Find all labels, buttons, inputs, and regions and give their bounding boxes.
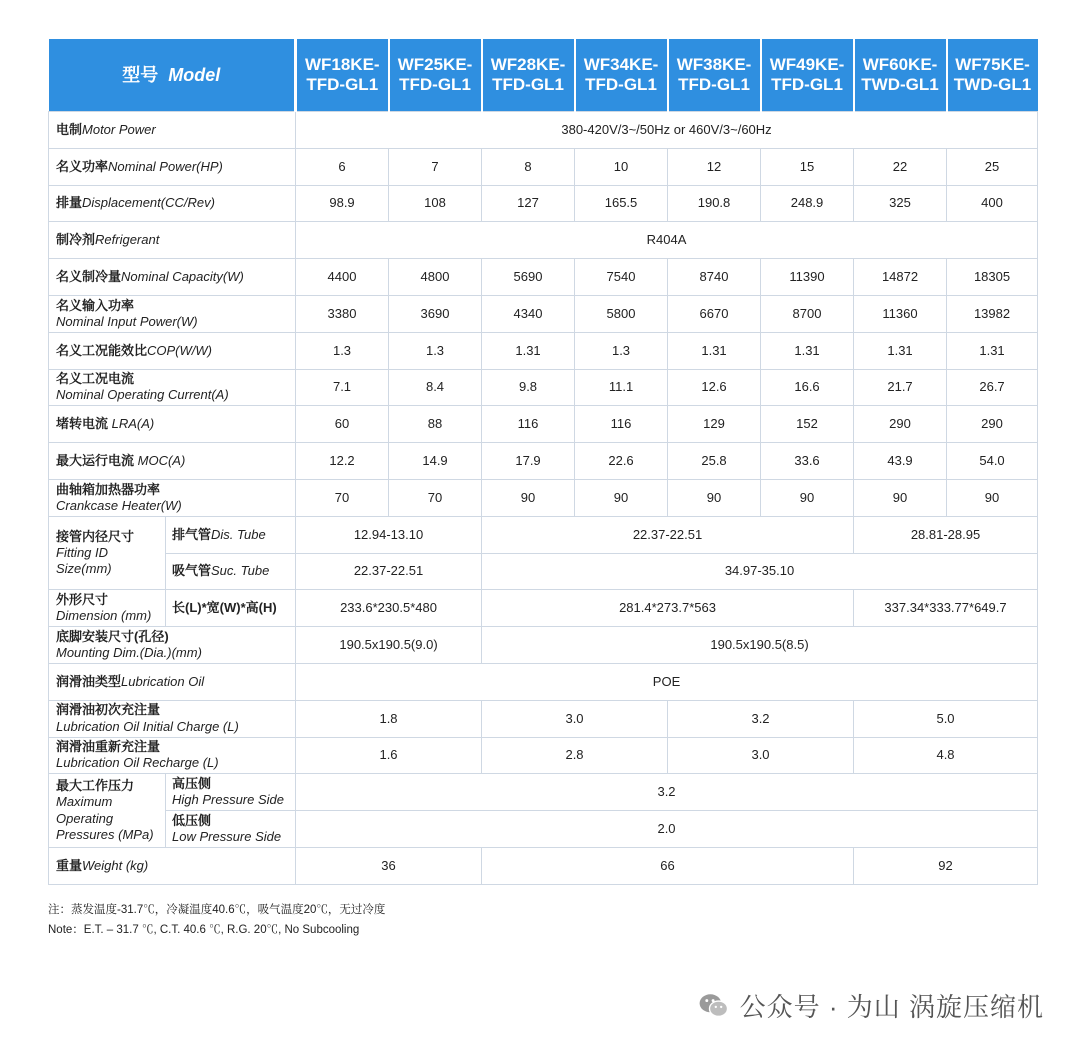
cell-value: 127	[482, 185, 575, 222]
cell-value: 25.8	[668, 443, 761, 480]
cell-value: 108	[389, 185, 482, 222]
label-dimension-sub: 长(L)*宽(W)*高(H)	[166, 590, 296, 627]
cell-value: 3.2	[668, 700, 854, 737]
cell-value: 290	[854, 406, 947, 443]
cell-value: 18305	[947, 259, 1038, 296]
cell-value: 5690	[482, 259, 575, 296]
row-weight	[49, 847, 1038, 884]
cell-value: 90	[482, 479, 575, 516]
cell-value: 25	[947, 148, 1038, 185]
label-moc: 最大运行电流 MOC(A)	[49, 443, 296, 480]
cell-value: 8700	[761, 295, 854, 332]
row-fitting-suc	[49, 553, 1038, 590]
cell-value: 1.3	[575, 332, 668, 369]
cell-value: 190.5x190.5(8.5)	[482, 627, 1038, 664]
model-col-2: WF25KE- TFD-GL1	[389, 39, 482, 112]
cell-value: R404A	[296, 222, 1038, 259]
label-cop: 名义工况能效比COP(W/W)	[49, 332, 296, 369]
note-en: Note：E.T. – 31.7 ℃, C.T. 40.6 ℃, R.G. 20℃, No Subcooling	[48, 924, 360, 936]
model-col-5: WF38KE- TFD-GL1	[668, 39, 761, 112]
cell-value: 1.31	[668, 332, 761, 369]
label-nominal-capacity: 名义制冷量Nominal Capacity(W)	[49, 259, 296, 296]
cell-value: 26.7	[947, 369, 1038, 406]
cell-value: 70	[296, 479, 389, 516]
row-motor-power	[49, 112, 1038, 149]
cell-value: 1.3	[296, 332, 389, 369]
row-pressure-high	[49, 774, 1038, 811]
cell-value: 88	[389, 406, 482, 443]
model-col-8: WF75KE- TWD-GL1	[947, 39, 1038, 112]
cell-value: 233.6*230.5*480	[296, 590, 482, 627]
cell-value: 7.1	[296, 369, 389, 406]
cell-value: 28.81-28.95	[854, 516, 1038, 553]
row-displacement	[49, 185, 1038, 222]
cell-value: 3.0	[482, 700, 668, 737]
cell-value: 90	[575, 479, 668, 516]
model-col-4: WF34KE- TFD-GL1	[575, 39, 668, 112]
row-lra	[49, 406, 1038, 443]
cell-value: 190.8	[668, 185, 761, 222]
cell-value: 12.2	[296, 443, 389, 480]
model-col-3: WF28KE- TFD-GL1	[482, 39, 575, 112]
wechat-icon	[696, 988, 732, 1024]
label-crankcase: 曲轴箱加热器功率 Crankcase Heater(W)	[49, 479, 296, 516]
cell-value: 7540	[575, 259, 668, 296]
cell-value: 16.6	[761, 369, 854, 406]
cell-value: 8.4	[389, 369, 482, 406]
label-current: 名义工况电流 Nominal Operating Current(A)	[49, 369, 296, 406]
cell-value: 70	[389, 479, 482, 516]
cell-value: 1.3	[389, 332, 482, 369]
label-weight: 重量Weight (kg)	[49, 847, 296, 884]
label-suc-tube: 吸气管Suc. Tube	[166, 553, 296, 590]
cell-value: 4.8	[854, 737, 1038, 774]
cell-value: 3380	[296, 295, 389, 332]
cell-value: 116	[575, 406, 668, 443]
model-col-7: WF60KE- TWD-GL1	[854, 39, 947, 112]
spec-table	[48, 39, 1038, 885]
label-pressure: 最大工作压力 Maximum Operating Pressures (MPa)	[49, 774, 166, 848]
cell-value: 33.6	[761, 443, 854, 480]
cell-value: 165.5	[575, 185, 668, 222]
cell-value: 248.9	[761, 185, 854, 222]
cell-value: 90	[761, 479, 854, 516]
row-current	[49, 369, 1038, 406]
cell-value: 12	[668, 148, 761, 185]
cell-value: 9.8	[482, 369, 575, 406]
cell-value: 1.31	[947, 332, 1038, 369]
cell-value: 54.0	[947, 443, 1038, 480]
cell-value: 3.2	[296, 774, 1038, 811]
label-oil-type: 润滑油类型Lubrication Oil	[49, 663, 296, 700]
cell-value: 5.0	[854, 700, 1038, 737]
cell-value: 98.9	[296, 185, 389, 222]
cell-value: 90	[947, 479, 1038, 516]
label-nominal-power: 名义功率Nominal Power(HP)	[49, 148, 296, 185]
row-fitting-dis	[49, 516, 1038, 553]
model-col-6: WF49KE- TFD-GL1	[761, 39, 854, 112]
cell-value: 11.1	[575, 369, 668, 406]
cell-value: 22.6	[575, 443, 668, 480]
cell-value: 7	[389, 148, 482, 185]
watermark	[696, 987, 1044, 1024]
cell-value: 337.34*333.77*649.7	[854, 590, 1038, 627]
model-col-1: WF18KE- TFD-GL1	[296, 39, 389, 112]
cell-value: 14.9	[389, 443, 482, 480]
cell-value: 1.31	[854, 332, 947, 369]
cell-value: 21.7	[854, 369, 947, 406]
cell-value: 13982	[947, 295, 1038, 332]
cell-value: 152	[761, 406, 854, 443]
label-oil-initial: 润滑油初次充注量 Lubrication Oil Initial Charge (L)	[49, 700, 296, 737]
row-pressure-low	[49, 811, 1038, 848]
cell-value: 22.37-22.51	[482, 516, 854, 553]
label-motor-power: 电制Motor Power	[49, 112, 296, 149]
cell-value: 129	[668, 406, 761, 443]
cell-value: 400	[947, 185, 1038, 222]
cell-value: 43.9	[854, 443, 947, 480]
row-refrigerant	[49, 222, 1038, 259]
label-oil-recharge: 润滑油重新充注量 Lubrication Oil Recharge (L)	[49, 737, 296, 774]
row-cop	[49, 332, 1038, 369]
row-nominal-input	[49, 295, 1038, 332]
cell-value: 5800	[575, 295, 668, 332]
cell-value: 325	[854, 185, 947, 222]
cell-value: 190.5x190.5(9.0)	[296, 627, 482, 664]
cell-value: 2.0	[296, 811, 1038, 848]
cell-value: 90	[854, 479, 947, 516]
cell-value: 12.6	[668, 369, 761, 406]
label-dis-tube: 排气管Dis. Tube	[166, 516, 296, 553]
cell-value: 1.31	[482, 332, 575, 369]
cell-value: 2.8	[482, 737, 668, 774]
cell-value: 60	[296, 406, 389, 443]
cell-value: 11360	[854, 295, 947, 332]
label-nominal-input: 名义输入功率 Nominal Input Power(W)	[49, 295, 296, 332]
row-oil-initial	[49, 700, 1038, 737]
label-fitting: 接管内径尺寸 Fitting ID Size(mm)	[49, 516, 166, 590]
cell-value: 380-420V/3~/50Hz or 460V/3~/60Hz	[296, 112, 1038, 149]
cell-value: POE	[296, 663, 1038, 700]
cell-value: 36	[296, 847, 482, 884]
row-moc	[49, 443, 1038, 480]
cell-value: 4800	[389, 259, 482, 296]
cell-value: 15	[761, 148, 854, 185]
header-row	[49, 39, 1038, 112]
cell-value: 6	[296, 148, 389, 185]
cell-value: 1.6	[296, 737, 482, 774]
row-mounting	[49, 627, 1038, 664]
label-refrigerant: 制冷剂Refrigerant	[49, 222, 296, 259]
cell-value: 281.4*273.7*563	[482, 590, 854, 627]
cell-value: 3690	[389, 295, 482, 332]
cell-value: 4340	[482, 295, 575, 332]
cell-value: 6670	[668, 295, 761, 332]
cell-value: 116	[482, 406, 575, 443]
label-dimension: 外形尺寸 Dimension (mm)	[49, 590, 166, 627]
cell-value: 11390	[761, 259, 854, 296]
cell-value: 14872	[854, 259, 947, 296]
cell-value: 3.0	[668, 737, 854, 774]
cell-value: 92	[854, 847, 1038, 884]
model-header: 型号 Model	[49, 39, 296, 112]
cell-value: 10	[575, 148, 668, 185]
row-oil-recharge	[49, 737, 1038, 774]
label-displacement: 排量Displacement(CC/Rev)	[49, 185, 296, 222]
cell-value: 8	[482, 148, 575, 185]
cell-value: 22.37-22.51	[296, 553, 482, 590]
row-crankcase	[49, 479, 1038, 516]
cell-value: 90	[668, 479, 761, 516]
cell-value: 22	[854, 148, 947, 185]
cell-value: 1.31	[761, 332, 854, 369]
cell-value: 290	[947, 406, 1038, 443]
cell-value: 12.94-13.10	[296, 516, 482, 553]
label-lra: 堵转电流 LRA(A)	[49, 406, 296, 443]
cell-value: 66	[482, 847, 854, 884]
cell-value: 34.97-35.10	[482, 553, 1038, 590]
label-high-pressure: 高压侧 High Pressure Side	[166, 774, 296, 811]
watermark-text: 公众号 · 为山 涡旋压缩机	[739, 992, 1044, 1022]
row-nominal-power	[49, 148, 1038, 185]
cell-value: 8740	[668, 259, 761, 296]
row-oil-type	[49, 663, 1038, 700]
row-dimension	[49, 590, 1038, 627]
note-cn: 注：蒸发温度-31.7℃，冷凝温度40.6℃，吸气温度20℃，无过冷度	[48, 904, 386, 916]
row-nominal-capacity	[49, 259, 1038, 296]
label-mounting: 底脚安装尺寸(孔径) Mounting Dim.(Dia.)(mm)	[49, 627, 296, 664]
label-low-pressure: 低压侧 Low Pressure Side	[166, 811, 296, 848]
cell-value: 17.9	[482, 443, 575, 480]
cell-value: 4400	[296, 259, 389, 296]
cell-value: 1.8	[296, 700, 482, 737]
